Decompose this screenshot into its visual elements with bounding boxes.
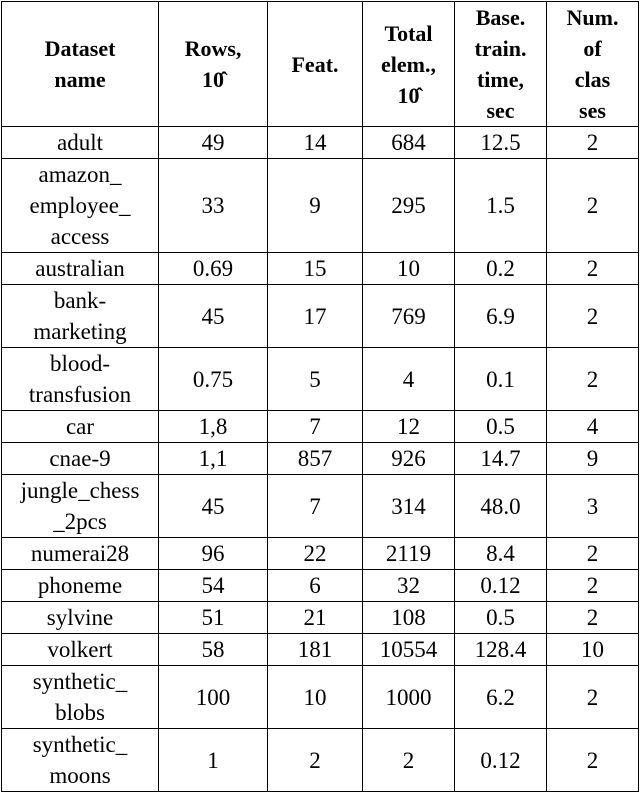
cell-features: 21 (268, 602, 363, 634)
cell-total-elements: 2119 (363, 538, 455, 570)
cell-features: 14 (268, 127, 363, 159)
cell-train-time: 8.4 (455, 538, 547, 570)
table-row (2, 602, 639, 634)
cell-train-time: 0.5 (455, 602, 547, 634)
cell-dataset-name: car (2, 411, 159, 443)
header-row (2, 2, 639, 127)
table-row (2, 538, 639, 570)
cell-train-time: 1.5 (455, 159, 547, 253)
cell-dataset-name: synthetic_ moons (2, 729, 159, 792)
cell-num-classes: 2 (547, 666, 639, 729)
cell-train-time: 6.9 (455, 285, 547, 348)
table-row (2, 443, 639, 475)
cell-dataset-name: adult (2, 127, 159, 159)
cell-dataset-name: phoneme (2, 570, 159, 602)
cell-num-classes: 2 (547, 253, 639, 285)
cell-rows: 54 (159, 570, 268, 602)
cell-num-classes: 2 (547, 127, 639, 159)
cell-dataset-name: bank- marketing (2, 285, 159, 348)
cell-num-classes: 2 (547, 538, 639, 570)
cell-num-classes: 2 (547, 602, 639, 634)
cell-train-time: 0.12 (455, 729, 547, 792)
cell-features: 6 (268, 570, 363, 602)
dataset-table (1, 1, 639, 792)
cell-num-classes: 2 (547, 570, 639, 602)
cell-total-elements: 10 (363, 253, 455, 285)
table-row (2, 475, 639, 538)
cell-rows: 0.75 (159, 348, 268, 411)
cell-rows: 45 (159, 475, 268, 538)
cell-dataset-name: numerai28 (2, 538, 159, 570)
cell-rows: 1 (159, 729, 268, 792)
table-row (2, 729, 639, 792)
cell-total-elements: 769 (363, 285, 455, 348)
cell-dataset-name: volkert (2, 634, 159, 666)
cell-num-classes: 3 (547, 475, 639, 538)
cell-num-classes: 4 (547, 411, 639, 443)
cell-dataset-name: australian (2, 253, 159, 285)
cell-dataset-name: blood- transfusion (2, 348, 159, 411)
cell-num-classes: 2 (547, 285, 639, 348)
cell-train-time: 0.5 (455, 411, 547, 443)
cell-total-elements: 4 (363, 348, 455, 411)
header-train-time: Base. train. time, sec (455, 2, 547, 127)
cell-train-time: 6.2 (455, 666, 547, 729)
cell-rows: 1,8 (159, 411, 268, 443)
cell-total-elements: 32 (363, 570, 455, 602)
table-row (2, 348, 639, 411)
header-rows: Rows, 10̂ (159, 2, 268, 127)
cell-total-elements: 1000 (363, 666, 455, 729)
cell-num-classes: 2 (547, 729, 639, 792)
cell-features: 9 (268, 159, 363, 253)
cell-features: 181 (268, 634, 363, 666)
header-num-classes: Num. of clas ses (547, 2, 639, 127)
cell-train-time: 0.1 (455, 348, 547, 411)
cell-train-time: 0.2 (455, 253, 547, 285)
cell-rows: 49 (159, 127, 268, 159)
table-row (2, 570, 639, 602)
cell-total-elements: 12 (363, 411, 455, 443)
cell-dataset-name: sylvine (2, 602, 159, 634)
cell-dataset-name: amazon_ employee_ access (2, 159, 159, 253)
cell-train-time: 14.7 (455, 443, 547, 475)
cell-total-elements: 295 (363, 159, 455, 253)
cell-num-classes: 2 (547, 348, 639, 411)
cell-features: 17 (268, 285, 363, 348)
cell-num-classes: 10 (547, 634, 639, 666)
table-row (2, 159, 639, 253)
table-row (2, 253, 639, 285)
cell-features: 7 (268, 411, 363, 443)
cell-train-time: 48.0 (455, 475, 547, 538)
cell-total-elements: 2 (363, 729, 455, 792)
cell-total-elements: 926 (363, 443, 455, 475)
cell-num-classes: 2 (547, 159, 639, 253)
table-body (2, 127, 639, 792)
cell-features: 5 (268, 348, 363, 411)
cell-rows: 33 (159, 159, 268, 253)
header-dataset-name: Dataset name (2, 2, 159, 127)
table-row (2, 634, 639, 666)
cell-features: 857 (268, 443, 363, 475)
cell-train-time: 12.5 (455, 127, 547, 159)
table-row (2, 127, 639, 159)
table-row (2, 285, 639, 348)
cell-train-time: 128.4 (455, 634, 547, 666)
cell-rows: 96 (159, 538, 268, 570)
cell-features: 7 (268, 475, 363, 538)
cell-rows: 45 (159, 285, 268, 348)
cell-features: 15 (268, 253, 363, 285)
header-features: Feat. (268, 2, 363, 127)
header-total-elements: Total elem., 10̂ (363, 2, 455, 127)
cell-features: 2 (268, 729, 363, 792)
cell-dataset-name: synthetic_ blobs (2, 666, 159, 729)
cell-dataset-name: jungle_chess _2pcs (2, 475, 159, 538)
cell-features: 10 (268, 666, 363, 729)
cell-total-elements: 314 (363, 475, 455, 538)
table-row (2, 411, 639, 443)
cell-rows: 58 (159, 634, 268, 666)
cell-rows: 51 (159, 602, 268, 634)
cell-rows: 1,1 (159, 443, 268, 475)
table-row (2, 666, 639, 729)
cell-total-elements: 684 (363, 127, 455, 159)
cell-features: 22 (268, 538, 363, 570)
cell-total-elements: 108 (363, 602, 455, 634)
cell-dataset-name: cnae-9 (2, 443, 159, 475)
cell-rows: 0.69 (159, 253, 268, 285)
cell-train-time: 0.12 (455, 570, 547, 602)
cell-num-classes: 9 (547, 443, 639, 475)
cell-total-elements: 10554 (363, 634, 455, 666)
cell-rows: 100 (159, 666, 268, 729)
